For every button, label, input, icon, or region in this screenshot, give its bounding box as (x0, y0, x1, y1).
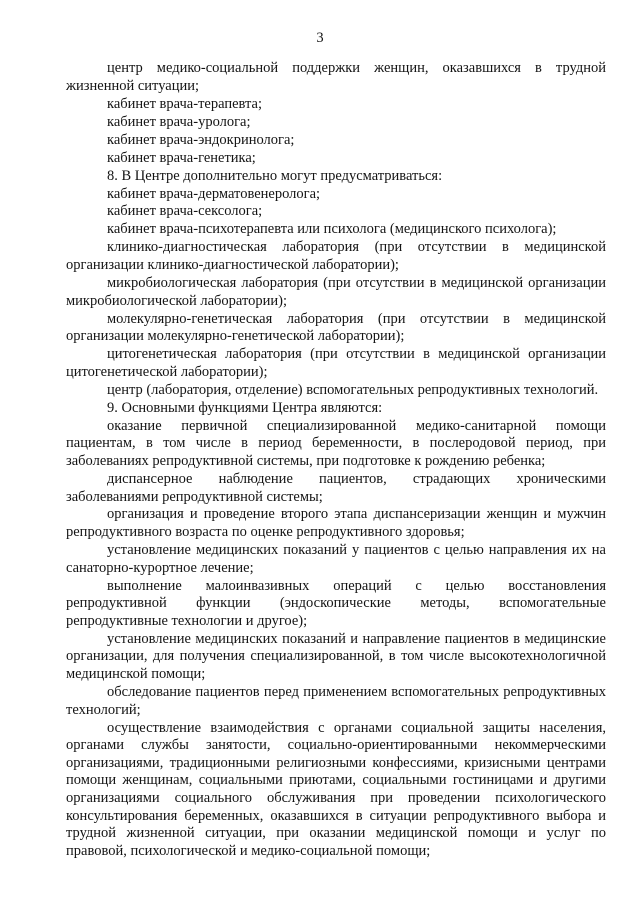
page-number: 3 (316, 30, 324, 46)
paragraph: кабинет врача-генетика; (107, 149, 256, 166)
paragraph: кабинет врача-сексолога; (107, 203, 263, 220)
paragraph: клинико-диагностическая лаборатория (при отсутствии в медицинской организации клинико-диагностической лаборатории); (66, 239, 606, 274)
paragraph: диспансерное наблюдение пациентов, страдающих хроническими заболеваниями репродуктивной системы; (66, 470, 606, 505)
paragraph: кабинет врача-уролога; (107, 113, 251, 130)
paragraph: обследование пациентов перед применением вспомогательных репродуктивных технологий; (66, 683, 606, 718)
paragraph: кабинет врача-терапевта; (107, 95, 262, 112)
paragraph: выполнение малоинвазивных операций с целью восстановления репродуктивной функции (эндоскопические методы, вспомогательные репродуктивные технологии и другое); (66, 577, 606, 629)
paragraph: молекулярно-генетическая лаборатория (при отсутствии в медицинской организации молекулярно-генетической лаборатории); (66, 310, 606, 345)
paragraph: организация и проведение второго этапа диспансеризации женщин и мужчин репродуктивного возраста по оценке репродуктивного здоровья; (66, 506, 606, 541)
paragraph: центр медико-социальной поддержки женщин, оказавшихся в трудной жизненной ситуации; (66, 60, 606, 94)
paragraph: 9. Основными функциями Центра являются: (107, 399, 383, 416)
paragraph: 8. В Центре дополнительно могут предусматриваться: (107, 167, 443, 184)
paragraph: кабинет врача-дерматовенеролога; (107, 185, 321, 202)
document-body (66, 60, 606, 861)
paragraph: микробиологическая лаборатория (при отсутствии в медицинской организации микробиологической лаборатории); (66, 275, 606, 309)
paragraph: осуществление взаимодействия с органами социальной защиты населения, органами службы занятости, социально-ориентированными некоммерческими организациями, традиционными религиозными конфессиями, кризисными центрами помощи женщинам, социальными приютами, социальными гостиницами и другими организациями социального обслуживания при проведении психологического консультирования беременных, оказавшихся в ситуации репродуктивного выбора и трудной жизненной ситуации, при оказании медицинской помощи и услуг по правовой, психологической и медико-социальной помощи; (66, 719, 606, 859)
paragraph: кабинет врача-эндокринолога; (107, 131, 295, 148)
paragraph: установление медицинских показаний и направление пациентов в медицинские организации, для получения специализированной, в том числе высокотехнологичной медицинской помощи; (66, 630, 606, 682)
paragraph: кабинет врача-психотерапевта или психолога (медицинского психолога); (107, 221, 557, 238)
paragraph: установление медицинских показаний у пациентов с целью направления их на санаторно-курортное лечение; (66, 542, 606, 576)
paragraph: цитогенетическая лаборатория (при отсутствии в медицинской организации цитогенетической лаборатории); (66, 346, 606, 380)
paragraph: оказание первичной специализированной медико-санитарной помощи пациентам, в том числе в период беременности, в послеродовой период, при заболеваниях репродуктивной системы, при подготовке к рождению ребенка; (66, 417, 606, 469)
paragraph: центр (лаборатория, отделение) вспомогательных репродуктивных технологий. (107, 381, 599, 398)
